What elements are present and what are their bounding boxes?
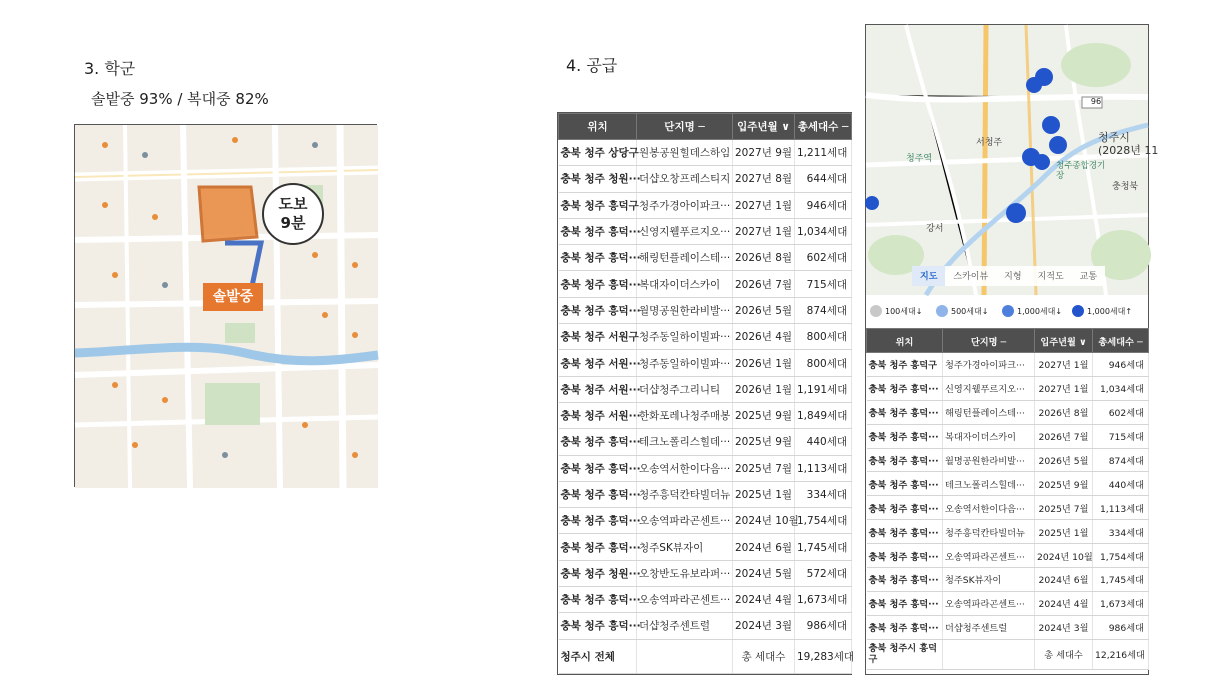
- cell-move-in: 2024년 4월: [1035, 591, 1093, 615]
- total-empty: [943, 639, 1035, 669]
- cell-location: 충북 청주 상당구: [559, 140, 637, 166]
- cell-households: 602세대: [1093, 400, 1149, 424]
- cell-households: 946세대: [1093, 353, 1149, 377]
- col-location[interactable]: 위치: [559, 114, 637, 140]
- cell-location: 충북 청주 흥덕···: [559, 613, 637, 639]
- total-empty: [637, 639, 733, 673]
- cell-complex: 오송역파라곤센트···: [943, 544, 1035, 568]
- cell-move-in: 2026년 4월: [733, 324, 795, 350]
- legend-1000-up: 1,000세대↑: [1087, 306, 1133, 316]
- table-row[interactable]: [559, 218, 852, 244]
- walk-minutes: 9분: [280, 214, 306, 232]
- total-label: 충북 청주시 흥덕구: [867, 639, 943, 669]
- cell-location: 충북 청주 흥덕···: [559, 455, 637, 481]
- cell-location: 충북 청주 흥덕···: [867, 544, 943, 568]
- cell-complex: 청주흥덕칸타빌더뉴: [637, 481, 733, 507]
- map-label-cheongju: 청주시: [1098, 131, 1130, 144]
- cell-location: 충북 청주 흥덕···: [559, 481, 637, 507]
- supply-map[interactable]: [866, 25, 1159, 295]
- cell-complex: 청주가경아이파크···: [637, 192, 733, 218]
- cell-location: 충북 청주 흥덕···: [867, 448, 943, 472]
- cell-location: 충북 청주 서원···: [559, 350, 637, 376]
- cell-move-in: 2024년 10월: [1035, 544, 1093, 568]
- cell-move-in: 2025년 9월: [733, 402, 795, 428]
- cell-households: 334세대: [795, 481, 852, 507]
- cell-households: 1,211세대: [795, 140, 852, 166]
- cell-move-in: 2027년 1월: [1035, 353, 1093, 377]
- cell-households: 602세대: [795, 245, 852, 271]
- cell-location: 충북 청주 흥덕···: [867, 591, 943, 615]
- cell-complex: 오송역서한이다음···: [637, 455, 733, 481]
- cell-households: 644세대: [795, 166, 852, 192]
- cell-households: 572세대: [795, 560, 852, 586]
- table-row[interactable]: [867, 615, 1149, 639]
- cell-complex: 오송역파라곤센트···: [943, 591, 1035, 615]
- table-row[interactable]: [559, 481, 852, 507]
- cell-complex: 테크노폴리스힐데···: [637, 429, 733, 455]
- table-row[interactable]: [867, 448, 1149, 472]
- table-row[interactable]: [867, 496, 1149, 520]
- cell-location: 충북 청주 청원···: [559, 166, 637, 192]
- cell-complex: 더샵오창프레스티지: [637, 166, 733, 192]
- cell-location: 충북 청주 서원구: [559, 324, 637, 350]
- cell-move-in: 2024년 6월: [1035, 568, 1093, 592]
- table-row[interactable]: [559, 166, 852, 192]
- cell-move-in: 2026년 5월: [1035, 448, 1093, 472]
- cell-households: 1,034세대: [1093, 376, 1149, 400]
- cell-move-in: 2026년 7월: [733, 271, 795, 297]
- tab-traffic[interactable]: 교통: [1079, 272, 1098, 282]
- total-label: 청주시 전체: [559, 639, 637, 673]
- cell-location: 충북 청주 흥덕···: [867, 376, 943, 400]
- table-row[interactable]: [559, 350, 852, 376]
- cell-move-in: 2026년 1월: [733, 350, 795, 376]
- table-row[interactable]: [867, 353, 1149, 377]
- cell-move-in: 2027년 8월: [733, 166, 795, 192]
- cell-move-in: 2027년 1월: [1035, 376, 1093, 400]
- col-complex[interactable]: 단지명 ─: [943, 329, 1035, 353]
- cell-households: 1,113세대: [795, 455, 852, 481]
- col-move-in[interactable]: 입주년월 ∨: [733, 114, 795, 140]
- map-label-seocheongju: 서청주: [976, 138, 1003, 148]
- cell-move-in: 2027년 1월: [733, 192, 795, 218]
- table-row[interactable]: [867, 544, 1149, 568]
- cell-households: 1,745세대: [1093, 568, 1149, 592]
- cell-complex: 더샵청주센트럴: [637, 613, 733, 639]
- total-value: 12,216세대: [1093, 639, 1149, 669]
- cell-move-in: 2027년 9월: [733, 140, 795, 166]
- cell-move-in: 2024년 6월: [733, 534, 795, 560]
- supply-table-heungdeok: [866, 328, 1148, 670]
- table-row[interactable]: [559, 429, 852, 455]
- table-row[interactable]: [559, 271, 852, 297]
- table-row[interactable]: [559, 140, 852, 166]
- cell-move-in: 2025년 1월: [733, 481, 795, 507]
- tab-terrain[interactable]: 지형: [1004, 272, 1022, 282]
- table-row[interactable]: [559, 613, 852, 639]
- cell-complex: 청주동일하이빌파···: [637, 324, 733, 350]
- col-location[interactable]: 위치: [867, 329, 943, 353]
- cell-location: 충북 청주 흥덕···: [559, 297, 637, 323]
- cell-move-in: 2025년 9월: [1035, 472, 1093, 496]
- cell-households: 1,034세대: [795, 218, 852, 244]
- cell-location: 충북 청주 흥덕···: [867, 615, 943, 639]
- cell-complex: 테크노폴리스힐데···: [943, 472, 1035, 496]
- table-row[interactable]: [867, 376, 1149, 400]
- cell-complex: 월명공원한라비발···: [943, 448, 1035, 472]
- cell-complex: 청주SK뷰자이: [943, 568, 1035, 592]
- heungdeok-supply-panel: [865, 24, 1159, 675]
- cell-move-in: 2026년 5월: [733, 297, 795, 323]
- cell-households: 986세대: [1093, 615, 1149, 639]
- table-row[interactable]: [867, 568, 1149, 592]
- cell-complex: 청주가경아이파크···: [943, 353, 1035, 377]
- cell-complex: 복대자이더스카이: [637, 271, 733, 297]
- table-row[interactable]: [867, 424, 1149, 448]
- map-type-tabs: [912, 266, 1105, 286]
- cell-households: 440세대: [795, 429, 852, 455]
- cell-location: 충북 청주 흥덕···: [559, 245, 637, 271]
- cell-households: 1,673세대: [1093, 591, 1149, 615]
- cell-complex: 해링턴플레이스테···: [943, 400, 1035, 424]
- cell-location: 충북 청주 흥덕구: [559, 192, 637, 218]
- cell-complex: 해링턴플레이스테···: [637, 245, 733, 271]
- cell-complex: 오송역파라곤센트···: [637, 587, 733, 613]
- cell-complex: 더샵청주그리니티: [637, 376, 733, 402]
- cell-move-in: 2026년 1월: [733, 376, 795, 402]
- cell-move-in: 2024년 5월: [733, 560, 795, 586]
- cell-complex: 오송역서한이다음···: [943, 496, 1035, 520]
- cell-move-in: 2026년 8월: [733, 245, 795, 271]
- cell-households: 1,191세대: [795, 376, 852, 402]
- cell-households: 440세대: [1093, 472, 1149, 496]
- cell-location: 충북 청주 서원···: [559, 402, 637, 428]
- cell-complex: 신영지웰푸르지오···: [637, 218, 733, 244]
- school-label: 솔밭중: [203, 283, 263, 311]
- cell-location: 충북 청주 흥덕···: [867, 424, 943, 448]
- map-label-year: (2028년 11: [1098, 144, 1159, 157]
- cell-households: 1,754세대: [795, 508, 852, 534]
- cell-location: 충북 청주 흥덕···: [867, 496, 943, 520]
- school-map[interactable]: [74, 124, 377, 487]
- table-row[interactable]: [867, 520, 1149, 544]
- cell-move-in: 2024년 10월: [733, 508, 795, 534]
- cell-households: 1,113세대: [1093, 496, 1149, 520]
- table-row[interactable]: [559, 455, 852, 481]
- supply-table-all: [557, 112, 855, 675]
- cell-location: 충북 청주 흥덕···: [559, 271, 637, 297]
- table-row[interactable]: [559, 324, 852, 350]
- cell-location: 충북 청주 흥덕···: [559, 508, 637, 534]
- total-row: [867, 639, 1149, 669]
- walk-time-callout: [262, 183, 324, 245]
- cell-location: 충북 청주 흥덕···: [867, 400, 943, 424]
- cell-households: 1,849세대: [795, 402, 852, 428]
- total-value: 19,283세대: [795, 639, 852, 673]
- pin-lightblue-icon: [936, 305, 948, 317]
- map-label-stadium: 청주종합경기장: [1056, 161, 1106, 181]
- pin-gray-icon: [870, 305, 882, 317]
- cell-move-in: 2025년 1월: [1035, 520, 1093, 544]
- cell-households: 715세대: [1093, 424, 1149, 448]
- legend-500: 500세대↓: [951, 306, 989, 316]
- cell-location: 충북 청주 흥덕구: [867, 353, 943, 377]
- cell-move-in: 2025년 7월: [733, 455, 795, 481]
- cell-location: 충북 청주 흥덕···: [867, 568, 943, 592]
- cell-complex: 원봉공원힐데스하임: [637, 140, 733, 166]
- cell-complex: 복대자이더스카이: [943, 424, 1035, 448]
- cell-complex: 월명공원한라비발···: [637, 297, 733, 323]
- cell-complex: 청주동일하이빌파···: [637, 350, 733, 376]
- legend-1000-down: 1,000세대↓: [1017, 306, 1063, 316]
- col-complex[interactable]: 단지명 ─: [637, 114, 733, 140]
- tab-cadastral[interactable]: 지적도: [1037, 272, 1064, 282]
- cell-households: 1,745세대: [795, 534, 852, 560]
- col-move-in[interactable]: 입주년월 ∨: [1035, 329, 1093, 353]
- cell-complex: 청주흥덕칸타빌더뉴: [943, 520, 1035, 544]
- total-caption: 총 세대수: [1035, 639, 1093, 669]
- table-row[interactable]: [559, 508, 852, 534]
- col-households[interactable]: 총세대수 ─: [795, 114, 852, 140]
- section-4-title: 4. 공급: [566, 56, 618, 75]
- cell-move-in: 2027년 1월: [733, 218, 795, 244]
- school-rate-subtitle: 솔밭중 93% / 복대중 82%: [91, 90, 269, 108]
- col-households[interactable]: 총세대수 ─: [1093, 329, 1149, 353]
- cell-complex: 신영지웰푸르지오···: [943, 376, 1035, 400]
- cell-complex: 청주SK뷰자이: [637, 534, 733, 560]
- cell-location: 충북 청주 흥덕···: [867, 472, 943, 496]
- cell-move-in: 2024년 4월: [733, 587, 795, 613]
- cell-households: 986세대: [795, 613, 852, 639]
- cell-move-in: 2024년 3월: [733, 613, 795, 639]
- pin-blue-icon: [1002, 305, 1014, 317]
- tab-map[interactable]: 지도: [912, 266, 945, 286]
- cell-households: 715세대: [795, 271, 852, 297]
- table-row[interactable]: [559, 534, 852, 560]
- cell-households: 874세대: [795, 297, 852, 323]
- map-label-gangseo: 강서: [926, 224, 944, 234]
- table-row[interactable]: [867, 591, 1149, 615]
- table-row[interactable]: [559, 376, 852, 402]
- table-row[interactable]: [559, 245, 852, 271]
- cell-households: 1,673세대: [795, 587, 852, 613]
- cell-location: 충북 청주 흥덕···: [559, 218, 637, 244]
- table-row[interactable]: [559, 560, 852, 586]
- cell-complex: 한화포레나청주매봉: [637, 402, 733, 428]
- cell-households: 1,754세대: [1093, 544, 1149, 568]
- cell-location: 충북 청주 서원···: [559, 376, 637, 402]
- cell-location: 충북 청주 청원···: [559, 560, 637, 586]
- cell-households: 874세대: [1093, 448, 1149, 472]
- cell-move-in: 2025년 7월: [1035, 496, 1093, 520]
- cell-complex: 오송역파라곤센트···: [637, 508, 733, 534]
- route-number: 96: [1090, 97, 1102, 106]
- legend-100: 100세대↓: [885, 306, 923, 316]
- table-row[interactable]: [867, 400, 1149, 424]
- pin-darkblue-icon: [1072, 305, 1084, 317]
- cell-location: 충북 청주 흥덕···: [559, 587, 637, 613]
- cell-households: 334세대: [1093, 520, 1149, 544]
- cell-complex: 더샵청주센트럴: [943, 615, 1035, 639]
- table-row[interactable]: [559, 297, 852, 323]
- table-row[interactable]: [559, 402, 852, 428]
- table-row[interactable]: [559, 587, 852, 613]
- cell-location: 충북 청주 흥덕···: [867, 520, 943, 544]
- cell-complex: 오창반도유보라퍼···: [637, 560, 733, 586]
- total-caption: 총 세대수: [733, 639, 795, 673]
- total-row: [559, 639, 852, 673]
- household-legend: [866, 301, 1148, 323]
- cell-move-in: 2026년 8월: [1035, 400, 1093, 424]
- cell-location: 충북 청주 흥덕···: [559, 429, 637, 455]
- cell-households: 800세대: [795, 324, 852, 350]
- cell-households: 800세대: [795, 350, 852, 376]
- section-3-title: 3. 학군: [84, 59, 136, 78]
- cell-households: 946세대: [795, 192, 852, 218]
- cell-move-in: 2024년 3월: [1035, 615, 1093, 639]
- map-label-chungbuk: 충청북: [1112, 182, 1139, 192]
- table-row[interactable]: [559, 192, 852, 218]
- tab-skyview[interactable]: 스카이뷰: [953, 272, 989, 282]
- map-label-station: 청주역: [906, 154, 933, 164]
- cell-location: 충북 청주 흥덕···: [559, 534, 637, 560]
- table-row[interactable]: [867, 472, 1149, 496]
- cell-move-in: 2025년 9월: [733, 429, 795, 455]
- cell-move-in: 2026년 7월: [1035, 424, 1093, 448]
- walk-label: 도보: [278, 195, 308, 213]
